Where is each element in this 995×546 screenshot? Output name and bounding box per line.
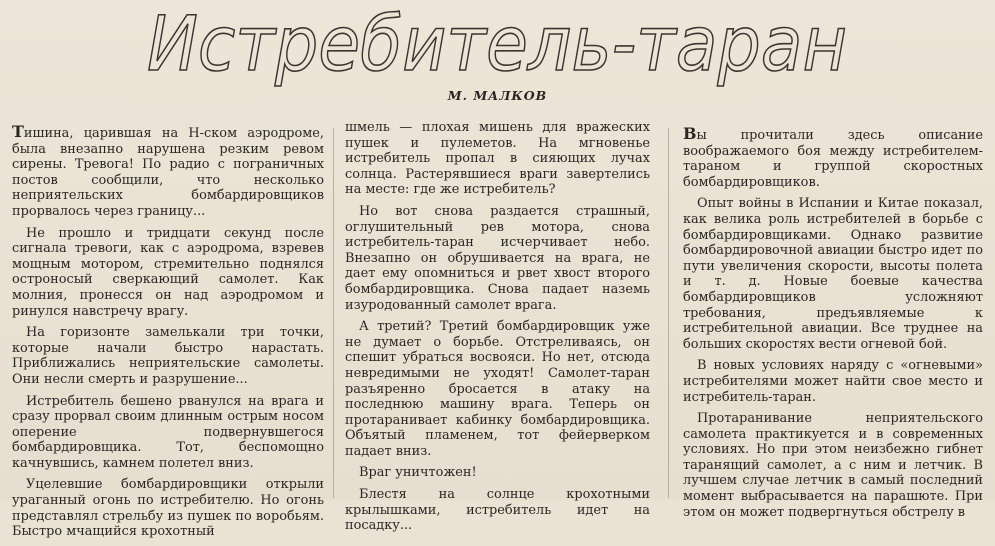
paragraph-text: В новых условиях наряду с «огневыми» истребителями может найти свое место и истребитель-таран. xyxy=(683,358,983,405)
paragraph-text: ишина, царившая на Н-ском аэродроме, была внезапно нарушена резким ревом сирены. Тревога! По радио с пограничных постов сообщили, что несколько неприятельских бомбардировщиков прорвалось через границу... xyxy=(12,126,324,219)
paragraph xyxy=(345,465,650,481)
paragraph-text: Враг уничтожен! xyxy=(359,465,477,481)
dropcap-letter: Т xyxy=(12,122,24,141)
paragraph xyxy=(12,477,324,539)
paragraph-text: Уцелевшие бомбардировщики открыли ураганный огонь по истребителю. Но огонь представлял стрельбу из пушек по воробьям. Быстро мчащийся крохотный xyxy=(12,477,324,540)
paragraph-text: Но вот снова раздается страшный, оглушительный рев мотора, снова истребитель-таран исчерчивает небо. Внезапно он обрушивается на врага, не дает ему опомниться и рвет хвост второго бомбардировщика. Снова падает наземь изуродованный самолет врага. xyxy=(345,203,650,313)
column-1 xyxy=(12,124,324,546)
paragraph-text: Протаранивание неприятельского самолета практикуется и в современных условиях. Но при этом неизбежно гибнет таранящий самолет, а с ним и летчик. В лучшем случае летчик в самый последний момент выбрасывается на парашюте. При этом он может подвергнуться обстрелу в xyxy=(683,411,983,520)
paragraph xyxy=(345,120,650,198)
title-text: Истребитель-таран xyxy=(147,0,847,88)
paragraph xyxy=(12,325,324,387)
paragraph xyxy=(12,226,324,320)
paragraph xyxy=(683,411,983,520)
paragraph-text: ы прочитали здесь описание воображаемого боя между истребителем-тараном и группой скоростных бомбардировщиков. xyxy=(683,128,983,190)
paragraph xyxy=(683,358,983,405)
paragraph xyxy=(12,124,324,220)
author-byline: М. МАЛКОВ xyxy=(447,88,548,103)
paragraph-text: Опыт войны в Испании и Китае показал, как велика роль истребителей в борьбе с бомбардировщиками. Однако развитие бомбардировочной авиации быстро идет по пути увеличения скорости, высоты полета и т. д. Новые боевые качества бомбардировщиков усложняют требования, предъявляемые к истребительной авиации. Все труднее на больших скоростях вести огневой бой. xyxy=(683,196,983,352)
title-heading xyxy=(0,0,995,90)
paragraph-text: Истребитель бешено рванулся на врага и сразу прорвал своим длинным острым носом оперение подвернувшегося бомбардировщика. Тот, беспомощно качнувшись, камнем полетел вниз. xyxy=(12,393,324,471)
dropcap-letter: В xyxy=(683,124,697,143)
column-2 xyxy=(345,120,650,540)
paragraph-text: шмель — плохая мишень для вражеских пушек и пулеметов. На мгновенье истребитель пропал в сияющих лучах солнца. Растерявшиеся враги завертелись на месте: где же истребитель? xyxy=(345,120,650,198)
paragraph-text: А третий? Третий бомбардировщик уже не думает о борьбе. Отстреливаясь, он спешит убраться восвояси. Но нет, отсюда невредимыми не уходят! Самолет-таран разъяренно бросается в атаку на последнюю машину врага. Теперь он протаранивает кабинку бомбардировщика. Объятый пламенем, тот фейерверком падает вниз. xyxy=(345,319,650,459)
paragraph-text: Не прошло и тридцати секунд после сигнала тревоги, как с аэродрома, взревев мощным мотором, стремительно поднялся остроносый сверкающий самолет. Как молния, пронесся он над аэродромом и ринулся навстречу врагу. xyxy=(12,225,324,319)
column-divider xyxy=(333,128,334,498)
paragraph xyxy=(683,196,983,352)
paragraph xyxy=(683,126,983,190)
column-divider xyxy=(668,128,669,498)
paragraph-text: На горизонте замелькали три точки, которые начали быстро нарастать. Приближались неприятельские самолеты. Они несли смерть и разрушение... xyxy=(12,325,324,387)
paragraph xyxy=(345,204,650,313)
paragraph xyxy=(345,319,650,459)
paragraph-text: Блестя на солнце крохотными крылышками, истребитель идет на посадку... xyxy=(345,487,650,534)
column-3 xyxy=(683,126,983,526)
paragraph xyxy=(12,394,324,472)
paragraph xyxy=(345,487,650,534)
